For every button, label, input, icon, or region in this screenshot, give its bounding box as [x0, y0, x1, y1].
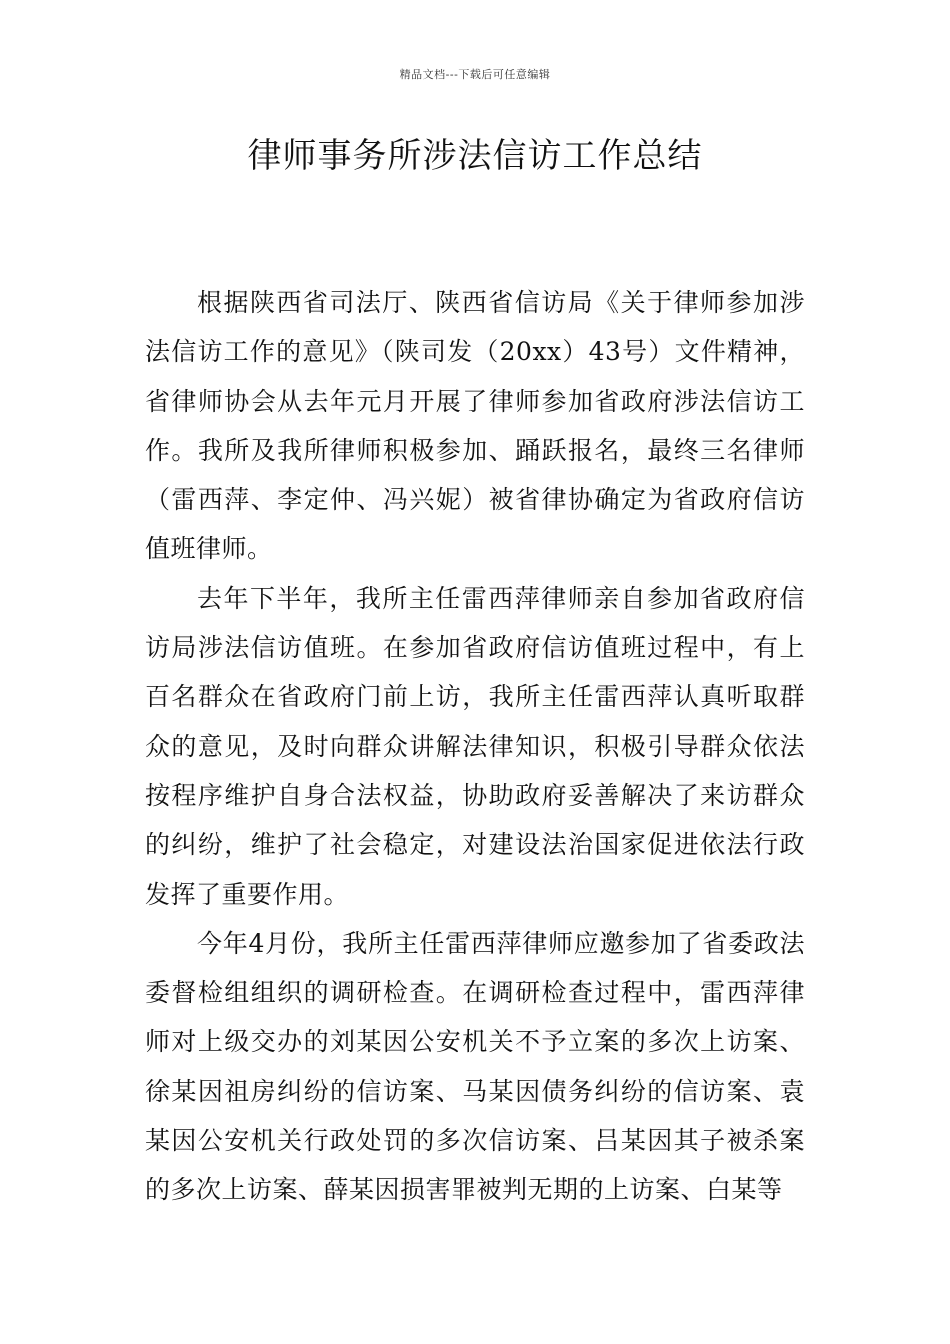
header-note: 精品文档---下载后可任意编辑	[399, 68, 551, 81]
paragraph-3: 今年4月份，我所主任雷西萍律师应邀参加了省委政法委督检组组织的调研检查。在调研检查过程中，雷西萍律师对上级交办的刘某因公安机关不予立案的多次上访案、徐某因祖房纠纷的信访案、马某因债务纠纷的信访案、袁某因公安机关行政处罚的多次信访案、吕某因其子被杀案的多次上访案、薛某因损害罪被判无期的上访案、白某等	[145, 928, 805, 1205]
paragraph-2: 去年下半年，我所主任雷西萍律师亲自参加省政府信访局涉法信访值班。在参加省政府信访值班过程中，有上百名群众在省政府门前上访，我所主任雷西萍认真听取群众的意见，及时向群众讲解法律知识，积极引导群众依法按程序维护自身合法权益，协助政府妥善解决了来访群众的纠纷，维护了社会稳定，对建设法治国家促进依法行政发挥了重要作用。	[145, 583, 805, 909]
document-title: 律师事务所涉法信访工作总结	[247, 136, 703, 176]
document-body	[145, 278, 805, 1215]
paragraph-1: 根据陕西省司法厅、陕西省信访局《关于律师参加涉法信访工作的意见》（陕司发（20xx）43号）文件精神，省律师协会从去年元月开展了律师参加省政府涉法信访工作。我所及我所律师积极参加、踊跃报名，最终三名律师（雷西萍、李定仲、冯兴妮）被省律协确定为省政府信访值班律师。	[145, 288, 805, 564]
